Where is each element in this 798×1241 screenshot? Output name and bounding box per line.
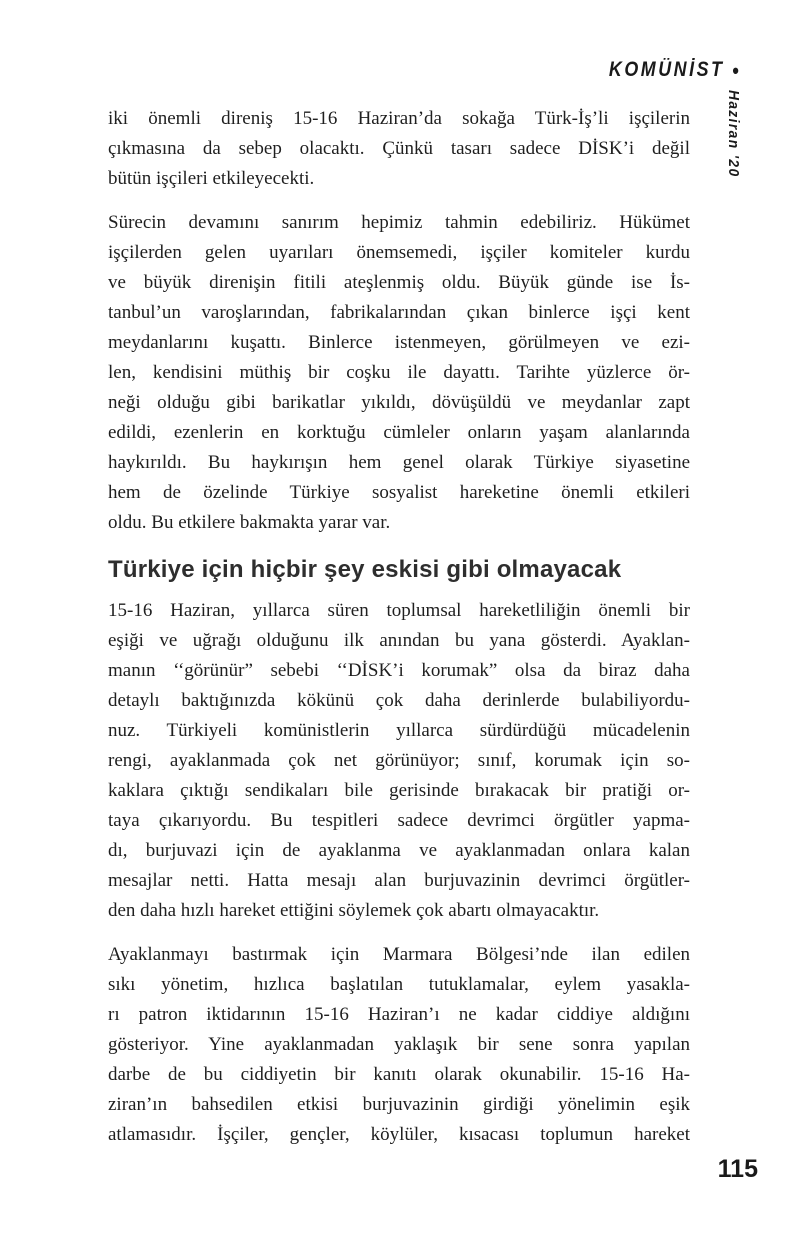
text-line: meydanlarını kuşattı. Binlerce istenmeyen, görülmeyen ve ezi- — [108, 332, 690, 353]
text-line: rı patron iktidarının 15-16 Haziran’ı ne kadar ciddiye aldığını — [108, 1004, 690, 1025]
paragraph — [108, 208, 690, 538]
magazine-title: KOMÜNİST — [609, 58, 725, 81]
magazine-masthead — [609, 58, 739, 82]
text-line: hem de özelinde Türkiye sosyalist hareketine önemli etkileri — [108, 482, 690, 503]
text-line: darbe de bu ciddiyetin bir kanıtı olarak okunabilir. 15-16 Ha- — [108, 1064, 690, 1085]
text-line: detaylı baktığınızda kökünü çok daha derinlerde bulabiliyordu- — [108, 690, 690, 711]
text-line: kaklara çıktığı sendikaları bile gerisinde bırakacak bir pratiği or- — [108, 780, 690, 801]
text-line: haykırıldı. Bu haykırışın hem genel olarak Türkiye siyasetine — [108, 452, 690, 473]
text-line: rengi, ayaklanmada çok net görünüyor; sınıf, korumak için so- — [108, 750, 690, 771]
paragraph — [108, 596, 690, 926]
text-line: tanbul’un varoşlarından, fabrikalarından çıkan binlerce işçi kent — [108, 302, 690, 323]
text-line: 15-16 Haziran, yıllarca süren toplumsal hareketliliğin önemli bir — [108, 600, 690, 621]
text-line: eşiği ve uğrağı olduğunu ilk anından bu yana gösterdi. Ayaklan- — [108, 630, 690, 651]
text-line: Ayaklanmayı bastırmak için Marmara Bölgesi’nde ilan edilen — [108, 944, 690, 965]
text-line: neği olduğu gibi barikatlar yıkıldı, dövüşüldü ve meydanlar zapt — [108, 392, 690, 413]
page-number: 115 — [717, 1155, 758, 1183]
section-heading: Türkiye için hiçbir şey eskisi gibi olmayacak — [108, 556, 622, 583]
text-line: ziran’ın bahsedilen etkisi burjuvazinin girdiği yönelimin eşik — [108, 1094, 690, 1115]
bullet-icon: • — [732, 58, 739, 83]
text-line: nuz. Türkiyeli komünistlerin yıllarca sürdürdüğü mücadelenin — [108, 720, 690, 741]
text-line: taya çıkarıyordu. Bu tespitleri sadece devrimci örgütler yapma- — [108, 810, 690, 831]
text-line: sıkı yönetim, hızlıca başlatılan tutuklamalar, eylem yasakla- — [108, 974, 690, 995]
text-line: Sürecin devamını sanırım hepimiz tahmin edebiliriz. Hükümet — [108, 212, 690, 233]
text-line: mesajlar netti. Hatta mesajı alan burjuvazinin devrimci örgütler- — [108, 870, 690, 891]
text-line: ve büyük direnişin fitili ateşlenmiş oldu. Büyük günde ise İs- — [108, 272, 690, 293]
issue-label-vertical: Haziran '20 — [725, 90, 742, 178]
text-line: işçilerden gelen uyarıları önemsemedi, işçiler komiteler kurdu — [108, 242, 690, 263]
text-line: edildi, ezenlerin en korktuğu cümleler onların yaşam alanlarında — [108, 422, 690, 443]
text-line: iki önemli direniş 15-16 Haziran’da sokağa Türk-İş’li işçilerin — [108, 108, 690, 129]
text-line: çıkmasına da sebep olacaktı. Çünkü tasarı sadece DİSK’i değil — [108, 138, 690, 159]
text-line: oldu. Bu etkilere bakmakta yarar var. — [108, 512, 391, 533]
text-line: manın ‘‘görünür” sebebi ‘‘DİSK’i korumak” olsa da biraz daha — [108, 660, 690, 681]
article-body — [108, 104, 690, 1164]
text-line: den daha hızlı hareket ettiğini söylemek çok abartı olmayacaktır. — [108, 900, 600, 921]
text-line: atlamasıdır. İşçiler, gençler, köylüler, kısacası toplumun hareket — [108, 1124, 690, 1145]
text-line: gösteriyor. Yine ayaklanmadan yaklaşık bir sene sonra yapılan — [108, 1034, 690, 1055]
text-line: len, kendisini müthiş bir coşku ile dayattı. Tarihte yüzlerce ör- — [108, 362, 690, 383]
text-line: dı, burjuvazi için de ayaklanma ve ayaklanmadan onlara kalan — [108, 840, 690, 861]
text-line: bütün işçileri etkileyecekti. — [108, 168, 315, 189]
paragraph — [108, 104, 690, 194]
paragraph — [108, 940, 690, 1150]
